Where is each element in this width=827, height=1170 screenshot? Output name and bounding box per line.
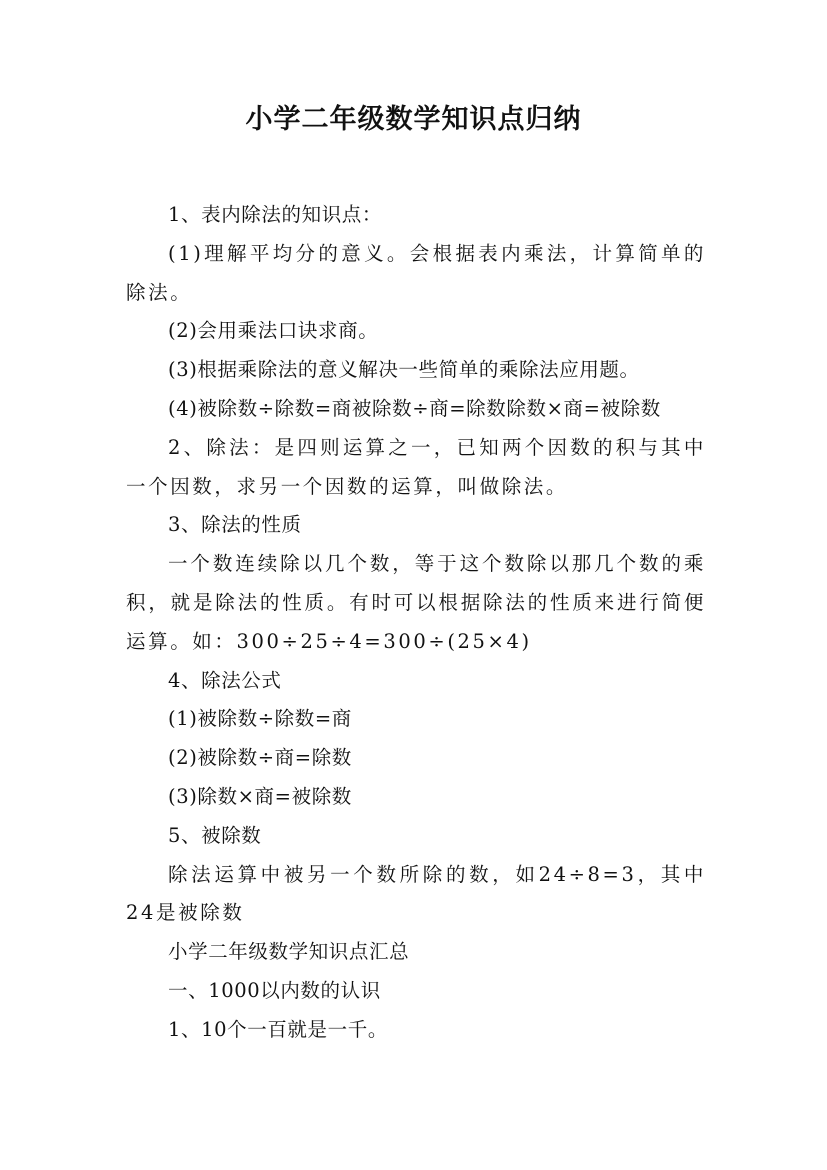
paragraph: 3、除法的性质 <box>168 513 302 537</box>
document-title: 小学二年级数学知识点归纳 <box>245 104 582 135</box>
paragraph: (3)除数×商=被除数 <box>168 784 352 808</box>
paragraph: 1、10个一百就是一千。 <box>168 1017 388 1041</box>
paragraph: 除法运算中被另一个数所除的数，如24÷8=3，其中24是被除数 <box>126 862 706 925</box>
paragraph: 小学二年级数学知识点汇总 <box>168 940 410 964</box>
paragraph: (2)被除数÷商=除数 <box>168 746 352 770</box>
paragraph: (3)根据乘除法的意义解决一些简单的乘除法应用题。 <box>168 358 640 382</box>
document-body <box>126 196 706 1050</box>
paragraph: 2、除法：是四则运算之一，已知两个因数的积与其中一个因数，求另一个因数的运算，叫做除法。 <box>126 435 706 498</box>
paragraph: 1、表内除法的知识点： <box>168 203 383 226</box>
paragraph: (1)理解平均分的意义。会根据表内乘法，计算简单的除法。 <box>126 241 706 304</box>
paragraph: 一个数连续除以几个数，等于这个数除以那几个数的乘积，就是除法的性质。有时可以根据除法的性质来进行简便运算。如：300÷25÷4=300÷(25×4) <box>126 552 706 653</box>
paragraph: (2)会用乘法口诀求商。 <box>168 319 379 343</box>
paragraph: 5、被除数 <box>168 823 262 847</box>
paragraph: 一、1000以内数的认识 <box>168 978 381 1002</box>
paragraph: 4、除法公式 <box>168 668 282 692</box>
paragraph: (1)被除数÷除数=商 <box>168 707 352 731</box>
paragraph: (4)被除数÷除数=商被除数÷商=除数除数×商=被除数 <box>168 396 661 420</box>
